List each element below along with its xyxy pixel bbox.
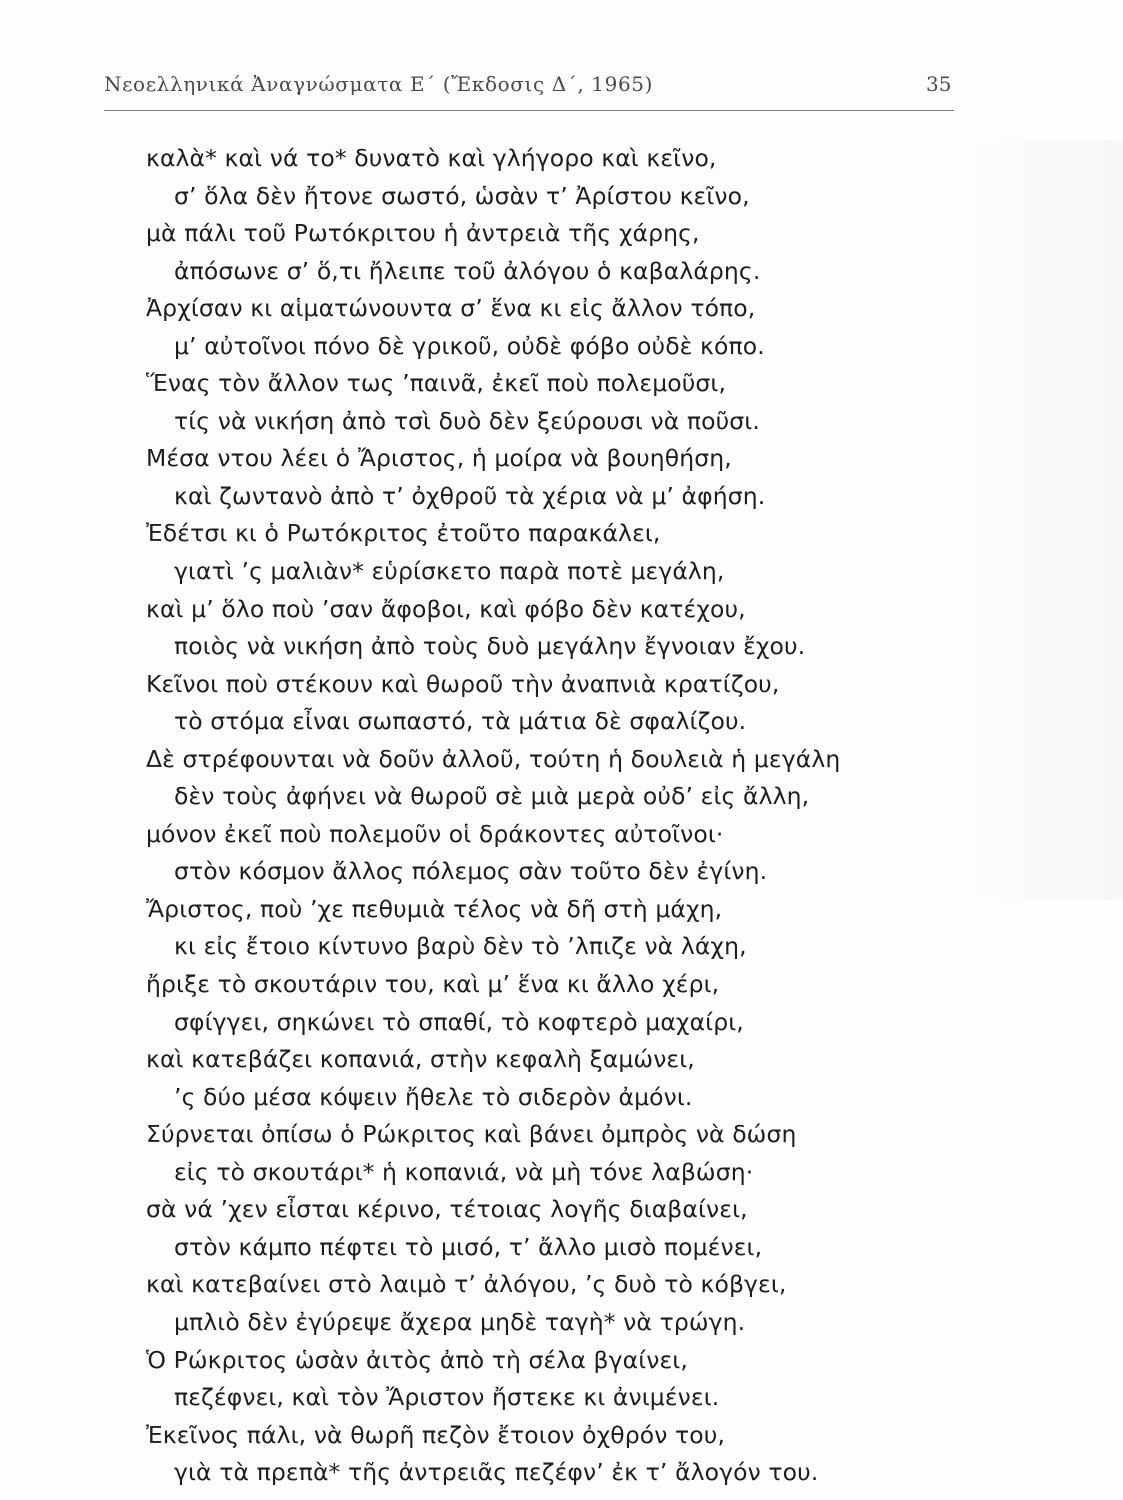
- verse-line: σὰ νά ’χεν εἶσται κέρινο, τέτοιας λογῆς διαβαίνει,: [146, 1195, 748, 1224]
- verse-line: μὰ πάλι τοῦ Ρωτόκριτου ἡ ἀντρειὰ τῆς χάρης,: [146, 219, 700, 248]
- verse-line: τίς νὰ νικήση ἀπὸ τσὶ δυὸ δὲν ξεύρουσι νὰ ποῦσι.: [174, 406, 760, 435]
- show-through-shadow: [963, 140, 1123, 900]
- verse-line: εἰς τὸ σκουτάρι* ἡ κοπανιά, νὰ μὴ τόνε λαβώση·: [174, 1157, 754, 1186]
- verse-line: ποιὸς νὰ νικήση ἀπὸ τοὺς δυὸ μεγάλην ἔγνοιαν ἔχου.: [174, 632, 806, 661]
- verse-line: Ὁ Ρώκριτος ὡσὰν ἀιτὸς ἀπὸ τὴ σέλα βγαίνει,: [146, 1345, 688, 1374]
- verse-line: Δὲ στρέφουνται νὰ δοῦν ἀλλοῦ, τούτη ἡ δουλειὰ ἡ μεγάλη: [146, 744, 841, 773]
- verse-line: μ’ αὐτοῖνοι πόνο δὲ γρικοῦ, οὐδὲ φόβο οὐδὲ κόπο.: [174, 331, 765, 360]
- verse-line: καὶ ζωντανὸ ἀπὸ τ’ ὀχθροῦ τὰ χέρια νὰ μ’ ἀφήση.: [174, 481, 766, 510]
- verse-line: καὶ κατεβάζει κοπανιά, στὴν κεφαλὴ ξαμώνει,: [146, 1045, 695, 1074]
- verse-line: καλὰ* καὶ νά το* δυνατὸ καὶ γλήγορο καὶ κεῖνο,: [146, 144, 717, 172]
- verse-line: γιὰ τὰ πρεπὰ* τῆς ἀντρειᾶς πεζέφν’ ἐκ τ’ ἄλογόν του.: [174, 1458, 819, 1487]
- verse-line: δὲν τοὺς ἀφήνει νὰ θωροῦ σὲ μιὰ μερὰ οὐδ’ εἰς ἄλλη,: [174, 782, 810, 811]
- verse-line: ἤριξε τὸ σκουτάριν του, καὶ μ’ ἕνα κι ἄλλο χέρι,: [146, 970, 720, 999]
- verse-line: Ἐδέτσι κι ὁ Ρωτόκριτος ἐτοῦτο παρακάλει,: [146, 519, 661, 548]
- verse-line: Σύρνεται ὀπίσω ὁ Ρώκριτος καὶ βάνει ὀμπρὸς νὰ δώση: [146, 1120, 797, 1149]
- running-head: Νεοελληνικά Ἀναγνώσματα Ε΄ (Ἔκδοσις Δ΄, 1965): [104, 72, 653, 96]
- verse-line: στὸν κόσμον ἄλλος πόλεμος σὰν τοῦτο δὲν ἐγίνη.: [174, 857, 768, 886]
- verse-line: Ἀρχίσαν κι αἱματώνουντα σ’ ἕνα κι εἰς ἄλλον τόπο,: [146, 294, 756, 323]
- verse-line: στὸν κάμπο πέφτει τὸ μισό, τ’ ἄλλο μισὸ πομένει,: [174, 1232, 763, 1261]
- verse-line: γιατὶ ’ς μαλιὰν* εὑρίσκετο παρὰ ποτὲ μεγάλη,: [174, 557, 725, 586]
- verse-line: καὶ μ’ ὅλο ποὺ ’σαν ἄφοβοι, καὶ φόβο δὲν κατέχου,: [146, 594, 746, 623]
- poem-text: [0, 140, 1123, 1492]
- verse-line: σ’ ὅλα δὲν ἤτονε σωστό, ὡσὰν τ’ Ἀρίστου κεῖνο,: [174, 181, 750, 210]
- verse-line: Ἐκεῖνος πάλι, νὰ θωρῆ πεζὸν ἔτοιον ὀχθρόν του,: [146, 1420, 726, 1449]
- verse-line: Ἕνας τὸν ἄλλον τως ’παινᾶ, ἐκεῖ ποὺ πολεμοῦσι,: [146, 369, 727, 398]
- verse-line: καὶ κατεβαίνει στὸ λαιμὸ τ’ ἀλόγου, ’ς δυὸ τὸ κόβγει,: [146, 1270, 787, 1299]
- page-number: 35: [926, 72, 952, 96]
- verse-line: μόνον ἐκεῖ ποὺ πολεμοῦν οἱ δράκοντες αὐτοῖνοι·: [146, 819, 724, 848]
- verse-line: Ἄριστος, ποὺ ’χε πεθυμιὰ τέλος νὰ δῆ στὴ μάχη,: [146, 894, 723, 923]
- verse-line: Κεῖνοι ποὺ στέκουν καὶ θωροῦ τὴν ἀναπνιὰ κρατίζου,: [146, 669, 780, 698]
- verse-line: σφίγγει, σηκώνει τὸ σπαθί, τὸ κοφτερὸ μαχαίρι,: [174, 1007, 744, 1036]
- verse-line: τὸ στόμα εἶναι σωπαστό, τὰ μάτια δὲ σφαλίζου.: [174, 707, 747, 736]
- verse-line: κι εἰς ἔτοιο κίντυνο βαρὺ δὲν τὸ ’λπιζε νὰ λάχη,: [174, 932, 747, 961]
- verse-line: πεζέφνει, καὶ τὸν Ἄριστον ἤστεκε κι ἀνιμένει.: [174, 1383, 720, 1412]
- verse-line: ’ς δύο μέσα κόψειν ἤθελε τὸ σιδερὸν ἀμόνι.: [174, 1082, 693, 1111]
- verse-line: Μέσα ντου λέει ὁ Ἄριστος, ἡ μοίρα νὰ βουηθήση,: [146, 444, 732, 473]
- verse-line: μπλιὸ δὲν ἐγύρεψε ἄχερα μηδὲ ταγὴ* νὰ τρώγη.: [174, 1307, 746, 1336]
- verse-line: ἀπόσωνε σ’ ὅ,τι ἤλειπε τοῦ ἀλόγου ὁ καβαλάρης.: [174, 256, 761, 285]
- header-rule: [104, 110, 954, 111]
